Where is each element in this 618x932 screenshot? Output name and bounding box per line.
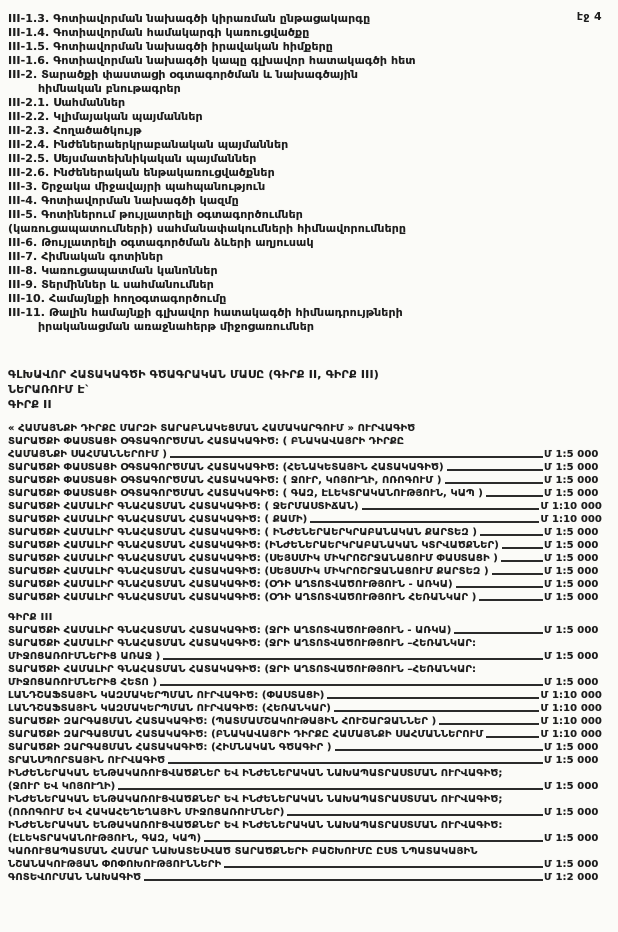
map-entry [8,539,602,552]
map-entry-label: ՏԱՐԱԾՔԻ ՀԱՄԱԼԻՐ ԳՆԱՀԱՏՄԱՆ ՀԱՏԱԿԱԳԻԾ: ( ՔԱՄԻ) [8,514,308,525]
book2-label: ԳԻՐՔ II [8,398,52,411]
includes-label: ՆԵՐԱՌՈՒՄ Է` [8,383,91,396]
map-entry-label: ՄԻՋՈՑԱՌՈՒՄՆԵՐԻՑ ՀԵՏՈ ) [8,677,158,688]
map-entry [8,663,602,689]
map-entry-label: ԳՈՏԵՎՈՐՄԱՆ ՆԱԽԱԳԻԾ [8,872,142,883]
toc-line: III-2.2. Կլիմայական պայմաններ [8,110,203,123]
map-entry [8,435,602,461]
toc-line: հիմնական բնութագրեր [38,82,181,95]
scale-value: Մ 1:5 000 [544,742,599,753]
leader-line [502,547,543,549]
page-number: էջ 4 [576,10,602,23]
map-entry-line [8,513,602,526]
map-entry [8,845,602,871]
map-entry-label: ՏԱՐԱԾՔԻ ԶԱՐԳԱՑՄԱՆ ՀԱՏԱԿԱԳԻԾ: (ՀԻՄՆԱԿԱՆ ԳԾԱԳԻՐ ) [8,742,332,753]
map-entry-line [8,780,602,793]
leader-line [362,508,540,510]
map-entry-label: ԻՆԺԵՆԵՐԱԿԱՆ ԵՆԹԱԿԱՌՈՒՑՎԱԾՔՆԵՐ ԵՎ ԻՆԺԵՆԵՐԱԿԱՆ ՆԱԽԱՊԱՏՐԱՍՏՄԱՆ ՈՒՐՎԱԳԻԾ; [8,794,503,805]
toc-line: III-2.5. Սեյսմատեխնիկական պայմաններ [8,152,257,165]
map-entry-label: ՏԱՐԱԾՔԻ ԶԱՐԳԱՑՄԱՆ ՀԱՏԱԿԱԳԻԾ: (ՊԱՏՄԱՄՇԱԿՈՒԹԱՅԻՆ ՀՈՒՇԱՐՁԱՆՆԵՐ ) [8,716,437,727]
toc-line: III-1.3. Գոտիավորման նախագծի կիրառման ընթացակարգը [8,12,371,25]
map-entry [8,689,602,702]
map-entry-label: (ԷԼԵԿՏՐԱԿԱՆՈՒԹՅՈՒՆ, ԳԱԶ, ԿԱՊ) [8,833,202,844]
map-entry-label: ՏԱՐԱԾՔԻ ՀԱՄԱԼԻՐ ԳՆԱՀԱՏՄԱՆ ՀԱՏԱԿԱԳԻԾ: (ՕԴԻ ԱՂՏՈՏՎԱԾՈՒԹՅՈՒՆ ՀԵՌԱՆԿԱՐ ) [8,592,477,603]
scale-value: Մ 1:10 000 [540,703,602,714]
map-entry [8,767,602,793]
map-entry-line [8,526,602,539]
toc-line: III-2.3. Հողածածկույթ [8,124,142,137]
toc-line: III-2.4. Ինժեներաերկրաբանական պայմաններ [8,138,289,151]
map-entry-label: ՏԱՐԱԾՔԻ ՀԱՄԱԼԻՐ ԳՆԱՀԱՏՄԱՆ ՀԱՏԱԿԱԳԻԾ: ( ՋԵՐՄԱՍՏԻՃԱՆ) [8,501,359,512]
scale-value: Մ 1:5 000 [544,579,599,590]
map-entry-label: ՏԱՐԱԾՔԻ ՓԱՍՏԱՑԻ ՕԳՏԱԳՈՐԾՄԱՆ ՀԱՏԱԿԱԳԻԾ: ( ՋՈՒՐ, ԿՈՅՈՒՂԻ, ՈՌՈԳՈՒՄ ) [8,475,442,486]
toc-line: III-4. Գոտիավորման նախագծի կազմը [8,194,239,207]
map-entry [8,871,602,884]
map-entry-label: ԻՆԺԵՆԵՐԱԿԱՆ ԵՆԹԱԿԱՌՈՒՑՎԱԾՔՆԵՐ ԵՎ ԻՆԺԵՆԵՐԱԿԱՆ ՆԱԽԱՊԱՏՐԱՍՏՄԱՆ ՈՒՐՎԱԳԻԾ; [8,768,503,779]
leader-line [327,697,539,699]
map-entry-line [8,715,602,728]
map-entry-line [8,461,602,474]
scale-value: Մ 1:5 000 [544,781,599,792]
map-entry-label: ՏԱՐԱԾՔԻ ՀԱՄԱԼԻՐ ԳՆԱՀԱՏՄԱՆ ՀԱՏԱԿԱԳԻԾ: ( ԻՆԺԵՆԵՐԱԵՐԿՐԱԲԱՆԱԿԱՆ ՔԱՐՏԵԶ ) [8,527,478,538]
map-entry-line [8,845,602,858]
map-entry-line [8,637,602,650]
scale-value: Մ 1:10 000 [540,501,602,512]
map-entry [8,578,602,591]
leader-line [439,723,539,725]
toc-line: III-1.4. Գոտիավորման համակարգի կառուցվածքը [8,26,310,39]
map-entry-line [8,487,602,500]
map-entry-line [8,591,602,604]
scale-value: Մ 1:5 000 [544,833,599,844]
toc-line: III-2.1. Սահմաններ [8,96,126,109]
leader-line [144,879,543,881]
map-entry-line [8,500,602,513]
scale-value: Մ 1:5 000 [544,449,599,460]
map-entry [8,487,602,500]
map-entry-label: ՏԱՐԱԾՔԻ ՀԱՄԱԼԻՐ ԳՆԱՀԱՏՄԱՆ ՀԱՏԱԿԱԳԻԾ: (ՋՐԻ ԱՂՏՈՏՎԱԾՈՒԹՅՈՒՆ - ԱՌԿԱ) [8,625,452,636]
leader-line [118,788,543,790]
scale-value: Մ 1:5 000 [544,475,599,486]
leader-line [486,736,539,738]
map-entry-line [8,741,602,754]
scale-value: Մ 1:5 000 [544,540,599,551]
toc-line: III-2. Տարածքի փաստացի օգտագործման և նախագծային [8,68,359,81]
scale-value: Մ 1:10 000 [540,514,602,525]
map-entry-label: ՏԱՐԱԾՔԻ ԶԱՐԳԱՑՄԱՆ ՀԱՏԱԿԱԳԻԾ: (ԲՆԱԿԱՎԱՅՐԻ ԴԻՐՔԸ ՀԱՄԱՅՆՔԻ ՍԱՀՄԱՆՆԵՐՈՒՄ [8,729,484,740]
map-entry-label: ՏՐԱՆՍՊՈՐՏԱՅԻՆ ՈՒՐՎԱԳԻԾ [8,755,166,766]
map-entry [8,474,602,487]
scale-value: Մ 1:10 000 [540,729,602,740]
map-entry [8,500,602,513]
scale-value: Մ 1:5 000 [544,553,599,564]
scale-value: Մ 1:5 000 [544,592,599,603]
map-entry-line [8,435,602,448]
book3-map-list [8,624,602,884]
map-entry-label: « ՀԱՄԱՅՆՔԻ ԴԻՐՔԸ ՄԱՐԶԻ ՏԱՐԱԲՆԱԿԵՑՄԱՆ ՀԱՄԱԿԱՐԳՈՒՄ » ՈՒՐՎԱԳԻԾ [8,423,416,434]
map-entry-line [8,819,602,832]
leader-line [168,762,543,764]
map-entry-line [8,448,602,461]
scale-value: Մ 1:2 000 [544,872,599,883]
map-entry-line [8,806,602,819]
map-entry [8,552,602,565]
map-entry [8,793,602,819]
toc-line: III-7. Հիմնական գոտիներ [8,250,164,263]
map-entry-label: ԿԱՌՈՒՑԱՊԱՏՄԱՆ ՀԱՄԱՐ ՆԱԽԱՏԵՍՎԱԾ ՏԱՐԱԾՔՆԵՐԻ ԲԱՇԽՈՒՄԸ ԸՍՏ ՆՊԱՏԱԿԱՅԻՆ [8,846,478,857]
scale-value: Մ 1:5 000 [544,527,599,538]
leader-line [479,599,543,601]
toc-line: III-5. Գոտիներում թույլատրելի օգտագործումներ [8,208,303,221]
leader-line [224,866,543,868]
map-entry-label: ԼԱՆԴՇԱՖՏԱՅԻՆ ԿԱԶՄԱԿԵՐՊՄԱՆ ՈՒՐՎԱԳԻԾ: (ՀԵՌԱՆԿԱՐ) [8,703,331,714]
scale-value: Մ 1:10 000 [540,690,602,701]
map-entry-label: ՏԱՐԱԾՔԻ ՀԱՄԱԼԻՐ ԳՆԱՀԱՏՄԱՆ ՀԱՏԱԿԱԳԻԾ: (ՕԴԻ ԱՂՏՈՏՎԱԾՈՒԹՅՈՒՆ - ԱՌԿԱ) [8,579,453,590]
map-entry-label: ԻՆԺԵՆԵՐԱԿԱՆ ԵՆԹԱԿԱՌՈՒՑՎԱԾՔՆԵՐ ԵՎ ԻՆԺԵՆԵՐԱԿԱՆ ՆԱԽԱՊԱՏՐԱՍՏՄԱՆ ՈՒՐՎԱԳԻԾ: [8,820,503,831]
scale-value: Մ 1:5 000 [544,488,599,499]
scale-value: Մ 1:10 000 [540,716,602,727]
map-entry-line [8,578,602,591]
map-entry-label: ՄԻՋՈՑԱՌՈՒՄՆԵՐԻՑ ԱՌԱՋ ) [8,651,161,662]
toc-line: իրականացման առաջնահերթ միջոցառումներ [38,320,315,333]
map-entry-label: ՏԱՐԱԾՔԻ ՀԱՄԱԼԻՐ ԳՆԱՀԱՏՄԱՆ ՀԱՏԱԿԱԳԻԾ: (ՍԵՅՍՄԻԿ ՄԻԿՐՈՇՐՋԱՆԱՑՈՒՄ ՓԱՍՏԱՑԻ ) [8,553,498,564]
map-entry-line [8,767,602,780]
map-entry [8,624,602,637]
map-entry-line [8,871,602,884]
leader-line [486,495,543,497]
toc-line: III-2.6. Ինժեներական ենթակառուցվածքներ [8,166,275,179]
leader-line [492,573,543,575]
toc-line: III-1.6. Գոտիավորման նախագծի կապը գլխավոր հատակագծի հետ [8,54,416,67]
map-entry [8,715,602,728]
map-entry-line [8,663,602,676]
map-entry-line [8,565,602,578]
map-entry-label: ՏԱՐԱԾՔԻ ՀԱՄԱԼԻՐ ԳՆԱՀԱՏՄԱՆ ՀԱՏԱԿԱԳԻԾ: (ՍԵՅՍՄԻԿ ՄԻԿՐՈՇՐՋԱՆԱՑՈՒՄ ՔԱՐՏԵԶ ) [8,566,489,577]
scale-value: Մ 1:5 000 [544,755,599,766]
scale-value: Մ 1:5 000 [544,677,599,688]
leader-line [160,684,543,686]
leader-line [445,482,543,484]
map-entry-label: ՏԱՐԱԾՔԻ ՀԱՄԱԼԻՐ ԳՆԱՀԱՏՄԱՆ ՀԱՏԱԿԱԳԻԾ: (ԻՆԺԵՆԵՐԱԵՐԿՐԱԲԱՆԱԿԱՆ ԿՏՐՎԱԾՔՆԵՐ) [8,540,499,551]
map-entry-label: ՀԱՄԱՅՆՔԻ ՍԱՀՄԱՆՆԵՐՈՒՄ ) [8,449,168,460]
map-entry-line [8,793,602,806]
leader-line [454,632,543,634]
toc-line: III-6. Թույլատրելի օգտագործման ձևերի աղյուսակ [8,236,314,249]
map-entry-line [8,422,602,435]
leader-line [163,658,543,660]
map-entry [8,702,602,715]
graphic-part-title: ԳԼԽԱՎՈՐ ՀԱՏԱԿԱԳԾԻ ԳԾԱԳՐԱԿԱՆ ՄԱՍԸ (ԳԻՐՔ II, ԳԻՐՔ III) [8,368,379,381]
book3-label: ԳԻՐՔ III [8,612,53,623]
map-entry [8,565,602,578]
toc-line: III-11. Թալին համայնքի գլխավոր հատակագծի հիմնադրույթների [8,306,403,319]
map-entry-label: ՏԱՐԱԾՔԻ ՓԱՍՏԱՑԻ ՕԳՏԱԳՈՐԾՄԱՆ ՀԱՏԱԿԱԳԻԾ: ( ԳԱԶ, ԷԼԵԿՏՐԱԿԱՆՈՒԹՅՈՒՆ, ԿԱՊ ) [8,488,483,499]
map-entry [8,422,602,435]
map-entry-label: ՏԱՐԱԾՔԻ ՀԱՄԱԼԻՐ ԳՆԱՀԱՏՄԱՆ ՀԱՏԱԿԱԳԻԾ: (ՋՐԻ ԱՂՏՈՏՎԱԾՈՒԹՅՈՒՆ –ՀԵՌԱՆԿԱՐ: [8,638,477,649]
toc-line: III-3. Շրջակա միջավայրի պահպանություն [8,180,266,193]
scale-value: Մ 1:5 000 [544,807,599,818]
map-entry-label: (ՋՈՒՐ ԵՎ ԿՈՅՈՒՂԻ) [8,781,116,792]
map-entry-label: (ՈՌՈԳՈՒՄ ԵՎ ՀԱԿԱՀԵՂԵՂԱՅԻՆ ՄԻՋՈՑԱՌՈՒՄՆԵՐ) [8,807,285,818]
map-entry-line [8,728,602,741]
map-entry-label: ՏԱՐԱԾՔԻ ՀԱՄԱԼԻՐ ԳՆԱՀԱՏՄԱՆ ՀԱՏԱԿԱԳԻԾ: (ՋՐԻ ԱՂՏՈՏՎԱԾՈՒԹՅՈՒՆ –ՀԵՌԱՆԿԱՐ: [8,664,477,675]
leader-line [447,469,543,471]
map-entry-line [8,858,602,871]
leader-line [204,840,543,842]
map-entry-line [8,474,602,487]
map-entry [8,513,602,526]
toc-section [8,12,602,334]
scale-value: Մ 1:5 000 [544,462,599,473]
leader-line [334,710,540,712]
leader-line [170,456,543,458]
graphic-part-header [8,367,602,412]
map-entry-label: ՆՇԱՆԱԿՈՒԹՅԱՆ ՓՈՓՈԽՈՒԹՅՈՒՆՆԵՐԻ [8,859,222,870]
map-entry-line [8,676,602,689]
toc-line: (կառուցապատումների) սահմանափակումների հիմնավորումները [8,222,407,235]
map-entry-line [8,552,602,565]
leader-line [310,521,539,523]
map-entry [8,819,602,845]
map-entry [8,526,602,539]
map-entry-line [8,832,602,845]
scale-value: Մ 1:5 000 [544,566,599,577]
map-entry-line [8,624,602,637]
map-entry-label: ՏԱՐԱԾՔԻ ՓԱՍՏԱՑԻ ՕԳՏԱԳՈՐԾՄԱՆ ՀԱՏԱԿԱԳԻԾ: ( ԲՆԱԿԱՎԱՅՐԻ ԴԻՐՔԸ [8,436,405,447]
map-entry-line [8,650,602,663]
map-entry [8,741,602,754]
map-entry-line [8,539,602,552]
map-entry [8,591,602,604]
map-entry [8,754,602,767]
leader-line [480,534,543,536]
scale-value: Մ 1:5 000 [544,625,599,636]
leader-line [287,814,543,816]
map-entry [8,637,602,663]
leader-line [335,749,543,751]
map-entry-label: ՏԱՐԱԾՔԻ ՓԱՍՏԱՑԻ ՕԳՏԱԳՈՐԾՄԱՆ ՀԱՏԱԿԱԳԻԾ: (ՀԵՆԱԿԵՏԱՅԻՆ ՀԱՏԱԿԱԳԻԾ) [8,462,444,473]
leader-line [456,586,543,588]
map-entry [8,461,602,474]
map-entry-label: ԼԱՆԴՇԱՖՏԱՅԻՆ ԿԱԶՄԱԿԵՐՊՄԱՆ ՈՒՐՎԱԳԻԾ: (ՓԱՍՏԱՑԻ) [8,690,325,701]
book2-map-list [8,422,602,604]
toc-line: III-10. Համայնքի հողօգտագործումը [8,292,227,305]
toc-line: III-9. Տերմիններ և սահմանումներ [8,278,214,291]
map-entry-line [8,754,602,767]
map-entry-line [8,702,602,715]
scale-value: Մ 1:5 000 [544,859,599,870]
map-entry-line [8,689,602,702]
leader-line [501,560,543,562]
map-entry [8,728,602,741]
scale-value: Մ 1:5 000 [544,651,599,662]
toc-line: III-1.5. Գոտիավորման նախագծի իրավական հիմքերը [8,40,333,53]
toc-line: III-8. Կառուցապատման կանոններ [8,264,218,277]
